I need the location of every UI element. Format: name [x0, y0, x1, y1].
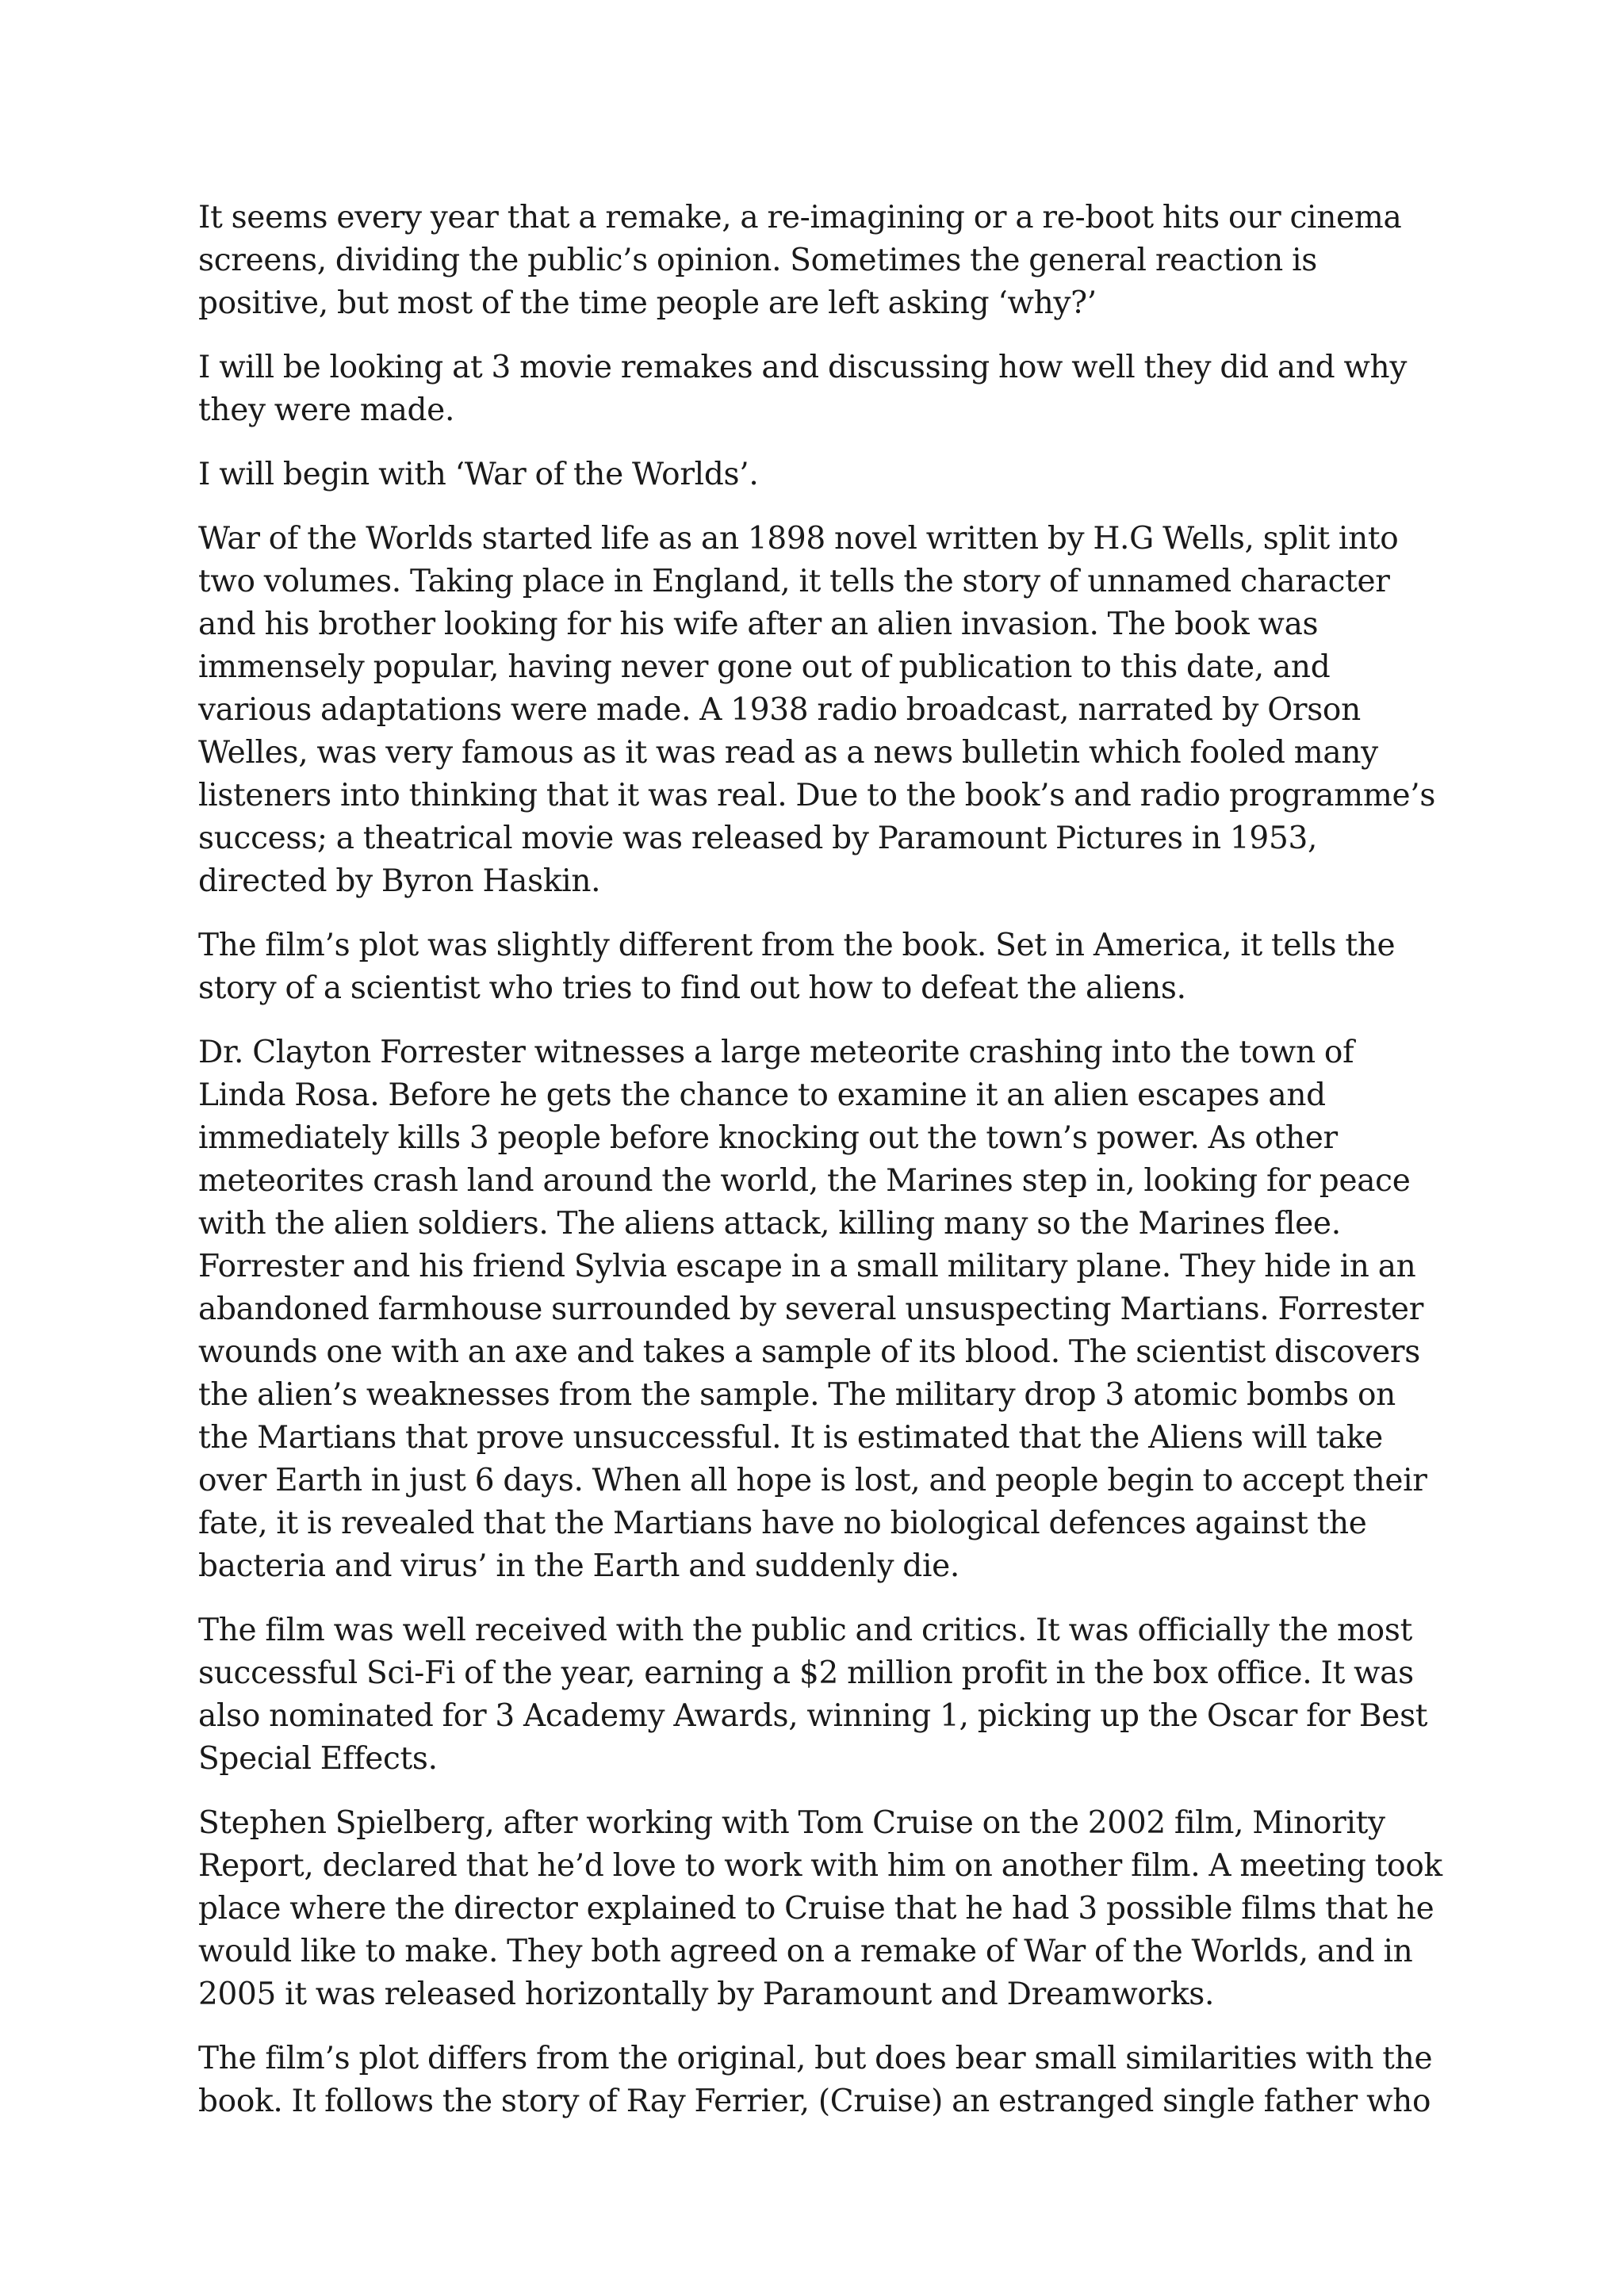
- paragraph-begin: I will begin with ‘War of the Worlds’.: [198, 457, 759, 492]
- paragraph-overview: I will be looking at 3 movie remakes and discussing how well they did and why they were made.: [198, 350, 1408, 428]
- paragraph-film-plot-intro: The film’s plot was slightly different from the book. Set in America, it tells the story of a scientist who tries to find out how to defeat the aliens.: [198, 928, 1396, 1006]
- paragraph-remake-origin: Stephen Spielberg, after working with Tom Cruise on the 2002 film, Minority Report, declared that he’d love to work with him on another film. A meeting took place where the director explained to Cruise that he had 3 possible films that he would like to make. They both agreed on a remake of War of the Worlds, and in 2005 it was released horizontally by Paramount and Dreamworks.: [198, 1805, 1442, 2012]
- paragraph-intro: It seems every year that a remake, a re-imagining or a re-boot hits our cinema screens, dividing the public’s opinion. Sometimes the general reaction is positive, but most of the time people are left asking ‘why?’: [198, 200, 1402, 321]
- document-body: [198, 197, 1443, 2145]
- paragraph-film-plot: Dr. Clayton Forrester witnesses a large meteorite crashing into the town of Linda Rosa. Before he gets the chance to examine it an alien escapes and immediately kills 3 people before knocking out the town’s power. As other meteorites crash land around the world, the Marines step in, looking for peace with the alien soldiers. The aliens attack, killing many so the Marines flee. Forrester and his friend Sylvia escape in a small military plane. They hide in an abandoned farmhouse surrounded by several unsuspecting Martians. Forrester wounds one with an axe and takes a sample of its blood. The scientist discovers the alien’s weaknesses from the sample. The military drop 3 atomic bombs on the Martians that prove unsuccessful. It is estimated that the Aliens will take over Earth in just 6 days. When all hope is lost, and people begin to accept their fate, it is revealed that the Martians have no biological defences against the bacteria and virus’ in the Earth and suddenly die.: [198, 1035, 1427, 1584]
- paragraph-remake-plot: The film’s plot differs from the original, but does bear small similarities with the book. It follows the story of Ray Ferrier, (Cruise) an estranged single father who: [198, 2041, 1433, 2119]
- paragraph-reception: The film was well received with the public and critics. It was officially the most successful Sci-Fi of the year, earning a $2 million profit in the box office. It was also nominated for 3 Academy Awards, winning 1, picking up the Oscar for Best Special Effects.: [198, 1613, 1428, 1777]
- paragraph-novel-history: War of the Worlds started life as an 1898 novel written by H.G Wells, split into two volumes. Taking place in England, it tells the story of unnamed character and his brother looking for his wife after an alien invasion. The book was immensely popular, having never gone out of publication to this date, and various adaptations were made. A 1938 radio broadcast, narrated by Orson Welles, was very famous as it was read as a news bulletin which fooled many listeners into thinking that it was real. Due to the book’s and radio programme’s success; a theatrical movie was released by Paramount Pictures in 1953, directed by Byron Haskin.: [198, 521, 1436, 899]
